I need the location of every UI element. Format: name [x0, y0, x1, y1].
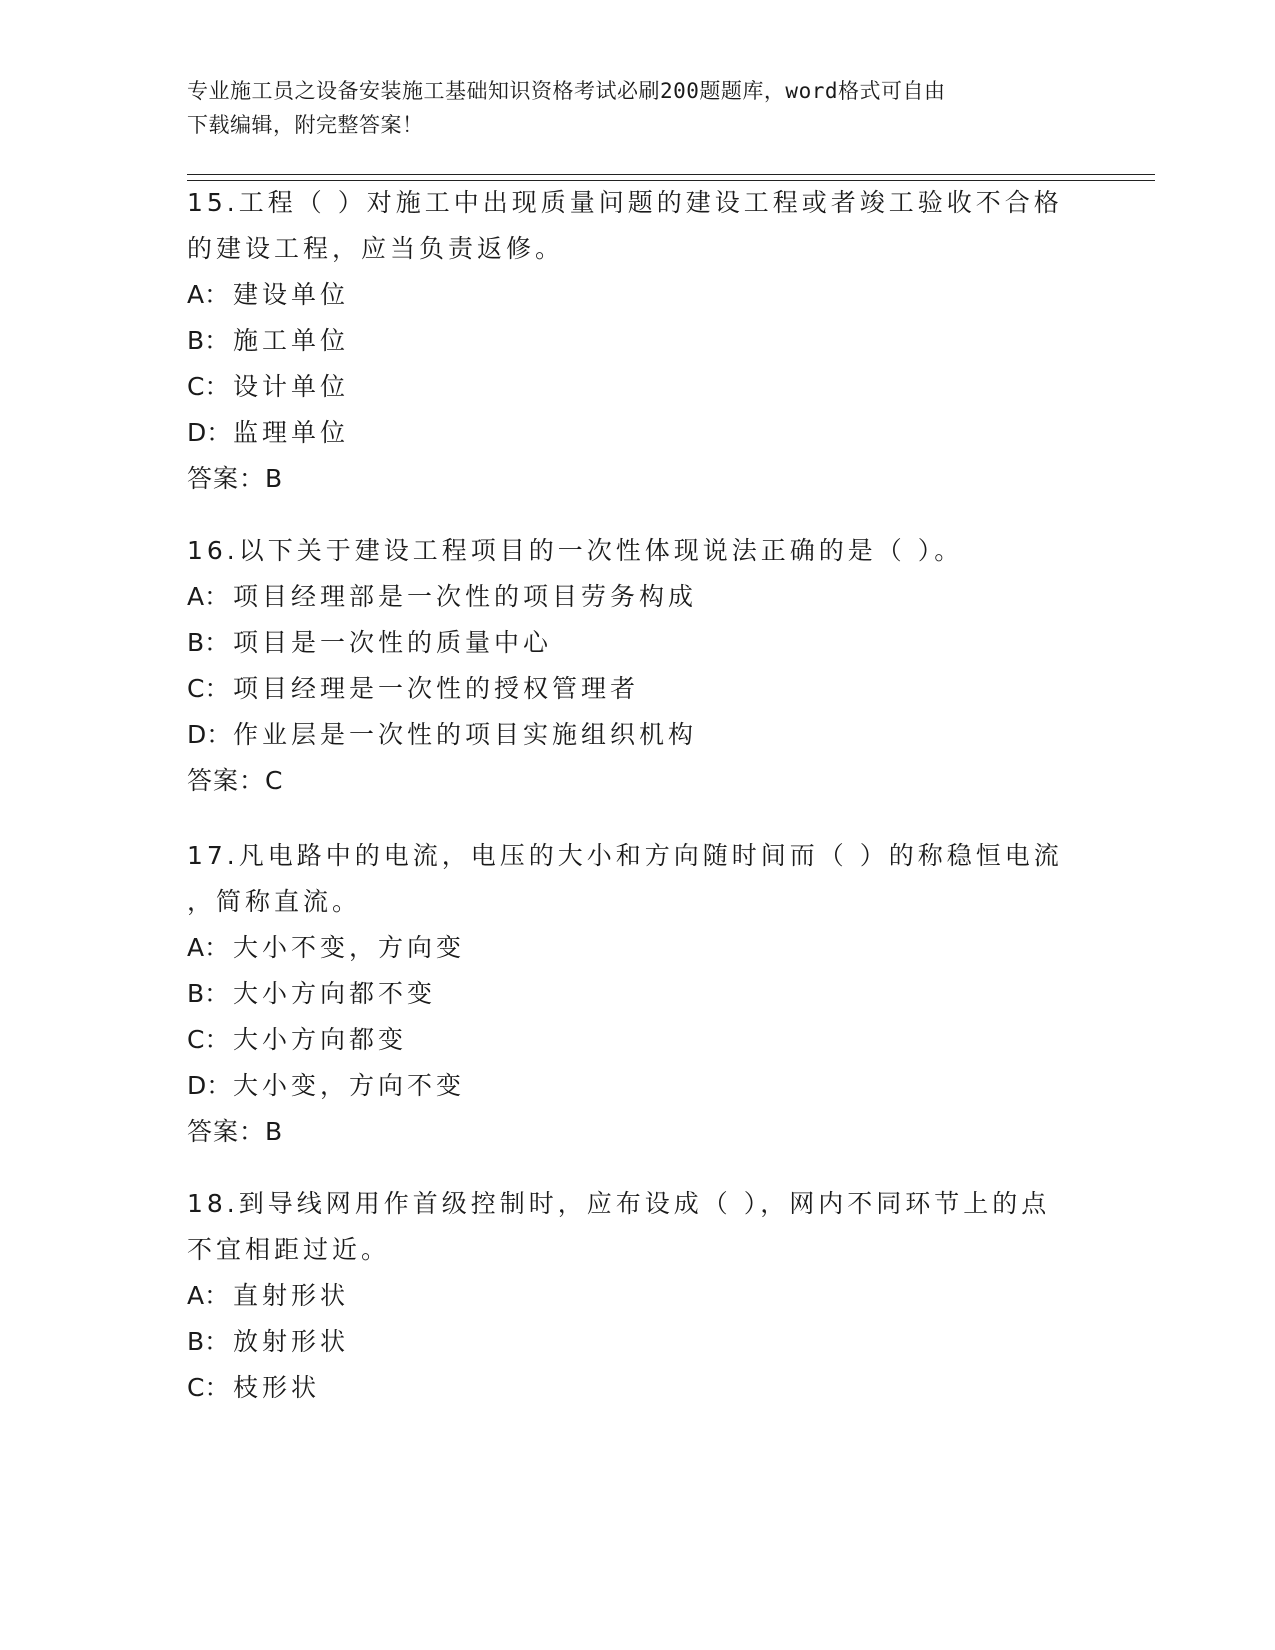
question-stem-line: 不宜相距过近。	[187, 1235, 391, 1264]
option-text: 建设单位	[233, 280, 350, 309]
option-key: B：	[187, 628, 230, 657]
option-d	[187, 712, 1067, 758]
option-a	[187, 1273, 1067, 1319]
answer-line: 答案：B	[187, 464, 284, 493]
option-key: A：	[187, 582, 230, 611]
option-text: 施工单位	[233, 326, 350, 355]
question-stem-line: 的建设工程，应当负责返修。	[187, 234, 565, 263]
option-d	[187, 410, 1067, 456]
header-line-2: 下载编辑，附完整答案！	[187, 113, 424, 137]
question-17	[187, 833, 1067, 1155]
option-b	[187, 620, 1067, 666]
option-text: 监理单位	[233, 418, 350, 447]
question-stem-line: 15.工程（ ）对施工中出现质量问题的建设工程或者竣工验收不合格	[187, 188, 1063, 217]
header-line-1: 专业施工员之设备安装施工基础知识资格考试必刷200题题库，word格式可自由	[187, 79, 946, 103]
option-text: 作业层是一次性的项目实施组织机构	[233, 720, 698, 749]
option-c	[187, 1017, 1067, 1063]
question-15	[187, 180, 1067, 502]
option-text: 设计单位	[233, 372, 350, 401]
answer-line: 答案：B	[187, 1117, 284, 1146]
question-stem-line: ，简称直流。	[187, 887, 362, 916]
option-b	[187, 971, 1067, 1017]
option-key: C：	[187, 372, 230, 401]
option-b	[187, 318, 1067, 364]
option-b	[187, 1319, 1067, 1365]
document-header	[187, 74, 1067, 142]
option-key: C：	[187, 1025, 230, 1054]
option-text: 放射形状	[233, 1327, 350, 1356]
option-text: 直射形状	[233, 1281, 350, 1310]
option-text: 大小不变，方向变	[233, 933, 466, 962]
question-18	[187, 1181, 1067, 1411]
option-key: C：	[187, 674, 230, 703]
option-c	[187, 666, 1067, 712]
option-key: B：	[187, 1327, 230, 1356]
option-key: A：	[187, 933, 230, 962]
option-key: D：	[187, 1071, 232, 1100]
option-c	[187, 364, 1067, 410]
option-text: 项目是一次性的质量中心	[233, 628, 553, 657]
option-d	[187, 1063, 1067, 1109]
question-stem-line: 16.以下关于建设工程项目的一次性体现说法正确的是（ ）。	[187, 536, 964, 565]
answer-line: 答案：C	[187, 766, 284, 795]
option-key: D：	[187, 720, 232, 749]
option-key: B：	[187, 326, 230, 355]
question-16	[187, 528, 1067, 804]
question-stem-line: 17.凡电路中的电流，电压的大小和方向随时间而（ ）的称稳恒电流	[187, 841, 1063, 870]
option-c	[187, 1365, 1067, 1411]
option-key: A：	[187, 1281, 230, 1310]
option-a	[187, 925, 1067, 971]
option-key: A：	[187, 280, 230, 309]
option-key: D：	[187, 418, 232, 447]
option-text: 大小方向都不变	[233, 979, 437, 1008]
option-text: 项目经理是一次性的授权管理者	[233, 674, 640, 703]
option-text: 枝形状	[233, 1373, 321, 1402]
option-a	[187, 272, 1067, 318]
option-text: 大小方向都变	[233, 1025, 408, 1054]
question-stem-line: 18.到导线网用作首级控制时，应布设成（ ），网内不同环节上的点	[187, 1189, 1051, 1218]
option-a	[187, 574, 1067, 620]
option-key: B：	[187, 979, 230, 1008]
option-text: 项目经理部是一次性的项目劳务构成	[233, 582, 698, 611]
header-divider-top	[187, 174, 1155, 175]
option-key: C：	[187, 1373, 230, 1402]
option-text: 大小变，方向不变	[233, 1071, 466, 1100]
